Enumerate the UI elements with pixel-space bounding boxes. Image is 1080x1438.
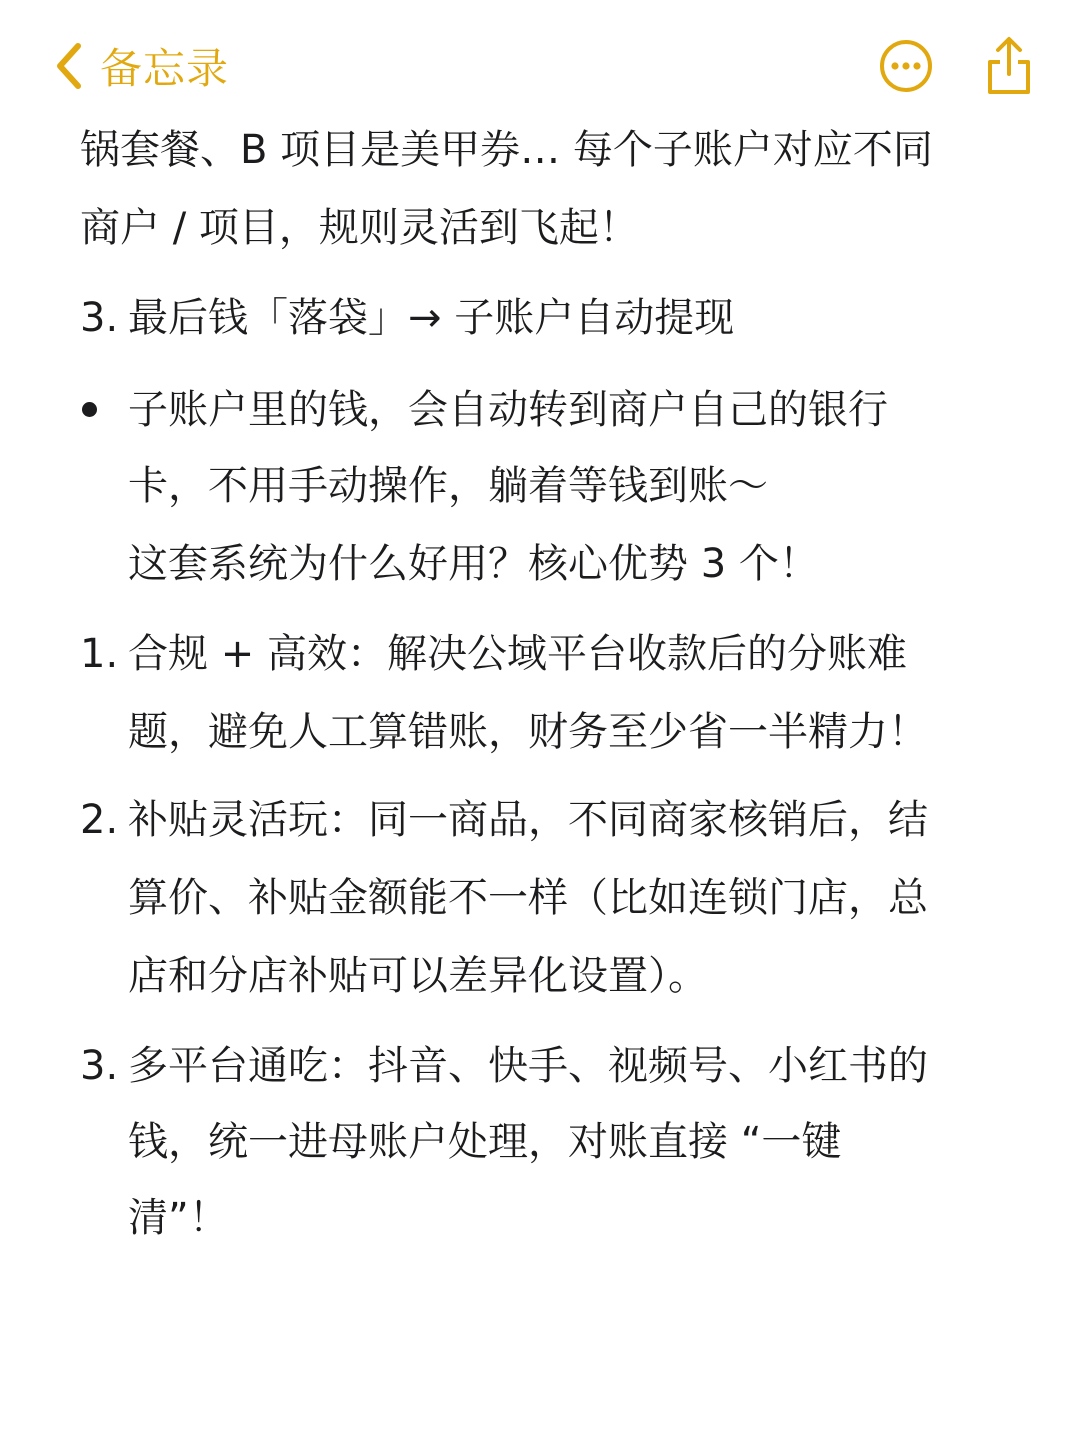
bullet-line: 这套系统为什么好用？核心优势 3 个！ <box>128 541 819 587</box>
list-item-text: 清”！ <box>128 1195 229 1241</box>
list-item-text: 多平台通吃：抖音、快手、视频号、小红书的 <box>128 1043 928 1089</box>
list-number: 3. <box>80 295 119 341</box>
more-button[interactable] <box>878 38 934 94</box>
navigation-bar <box>0 0 1080 120</box>
chevron-left-icon <box>54 42 84 90</box>
list-item-text: 算价、补贴金额能不一样（比如连锁门店，总 <box>128 875 928 921</box>
intro-line: 锅套餐、B 项目是美甲券… 每个子账户对应不同 <box>80 127 933 173</box>
intro-line: 商户 / 项目，规则灵活到飞起！ <box>80 205 639 251</box>
list-item-text: 合规 + 高效：解决公域平台收款后的分账难 <box>128 631 907 677</box>
list-number: 1. <box>80 631 119 677</box>
back-label: 备忘录 <box>100 44 230 93</box>
list-number: 3. <box>80 1043 119 1089</box>
list-item-text: 最后钱「落袋」→ 子账户自动提现 <box>128 295 735 341</box>
list-item-text: 补贴灵活玩：同一商品，不同商家核销后，结 <box>128 797 928 843</box>
list-item-text: 题，避免人工算错账，财务至少省一半精力！ <box>128 709 928 755</box>
bullet-line: 子账户里的钱，会自动转到商户自己的银行 <box>128 387 888 433</box>
list-item-text: 钱，统一进母账户处理，对账直接 “一键 <box>128 1119 842 1165</box>
bullet-line: 卡，不用手动操作，躺着等钱到账～ <box>128 463 768 509</box>
share-button[interactable] <box>984 34 1034 96</box>
bullet-dot <box>82 402 97 417</box>
share-icon <box>984 81 1034 100</box>
back-button[interactable] <box>54 36 229 96</box>
ellipsis-circle-icon <box>878 79 934 98</box>
list-number: 2. <box>80 797 119 843</box>
list-item-text: 店和分店补贴可以差异化设置）。 <box>128 953 708 999</box>
